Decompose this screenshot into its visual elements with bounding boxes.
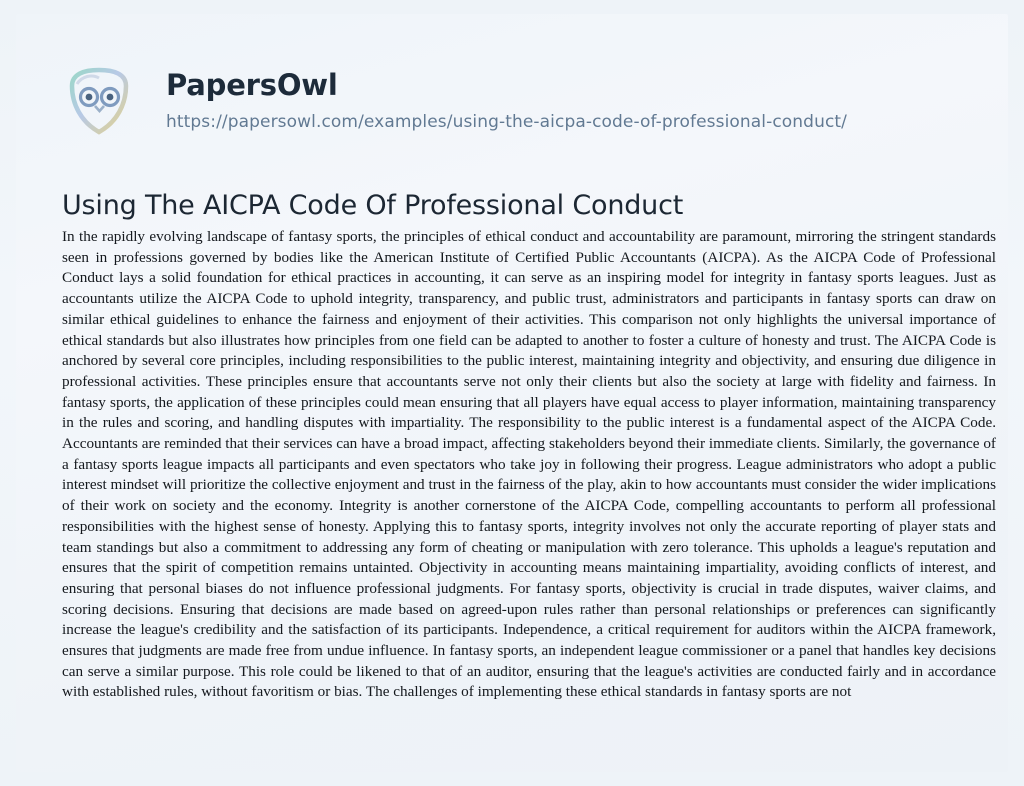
page-title: Using The AICPA Code Of Professional Conduct [62,190,684,222]
brand-name: PapersOwl [166,68,338,102]
site-header [62,60,962,152]
page-url[interactable]: https://papersowl.com/examples/using-the-aicpa-code-of-professional-conduct/ [166,112,847,132]
owl-logo-icon [62,64,136,138]
article-body: In the rapidly evolving landscape of fantasy sports, the principles of ethical conduct and accountability are paramount, mirroring the stringent standards seen in professions governed by bodies like the American Institute of Certified Public Accountants (AICPA). As the AICPA Code of Professional Conduct lays a solid foundation for ethical practices in accounting, it can serve as an inspiring model for integrity in fantasy sports leagues. Just as accountants utilize the AICPA Code to uphold integrity, transparency, and public trust, administrators and participants in fantasy sports can draw on similar ethical guidelines to enhance the fairness and enjoyment of their activities. This comparison not only highlights the universal importance of ethical standards but also illustrates how principles from one field can be adapted to another to foster a culture of honesty and trust. The AICPA Code is anchored by several core principles, including responsibilities to the public interest, maintaining integrity and objectivity, and ensuring due diligence in professional activities. These principles ensure that accountants serve not only their clients but also the society at large with fidelity and fairness. In fantasy sports, the application of these principles could mean ensuring that all players have equal access to player information, maintaining transparency in the rules and scoring, and handling disputes with impartiality. The responsibility to the public interest is a fundamental aspect of the AICPA Code. Accountants are reminded that their services can have a broad impact, affecting stakeholders beyond their immediate clients. Similarly, the governance of a fantasy sports league impacts all participants and even spectators who take joy in following their progress. League administrators who adopt a public interest mindset will prioritize the collective enjoyment and trust in the fairness of the play, akin to how accountants must consider the wider implications of their work on society and the economy. Integrity is another cornerstone of the AICPA Code, compelling accountants to perform all professional responsibilities with the highest sense of honesty. Applying this to fantasy sports, integrity involves not only the accurate reporting of player stats and team standings but also a commitment to addressing any form of cheating or manipulation with zero tolerance. This upholds a league's reputation and ensures that the spirit of competition remains untainted. Objectivity in accounting means maintaining impartiality, avoiding conflicts of interest, and ensuring that personal biases do not influence professional judgments. For fantasy sports, objectivity is crucial in trade disputes, waiver claims, and scoring decisions. Ensuring that decisions are made based on agreed-upon rules rather than personal relationships or preferences can significantly increase the league's credibility and the satisfaction of its participants. Independence, a critical requirement for auditors within the AICPA framework, ensures that judgments are made free from undue influence. In fantasy sports, an independent league commissioner or a panel that handles key decisions can serve a similar purpose. This role could be likened to that of an auditor, ensuring that the league's activities are conducted fairly and in accordance with established rules, without favoritism or bias. The challenges of implementing these ethical standards in fantasy sports are not [62,228,996,701]
document-sheet [16,14,1008,772]
